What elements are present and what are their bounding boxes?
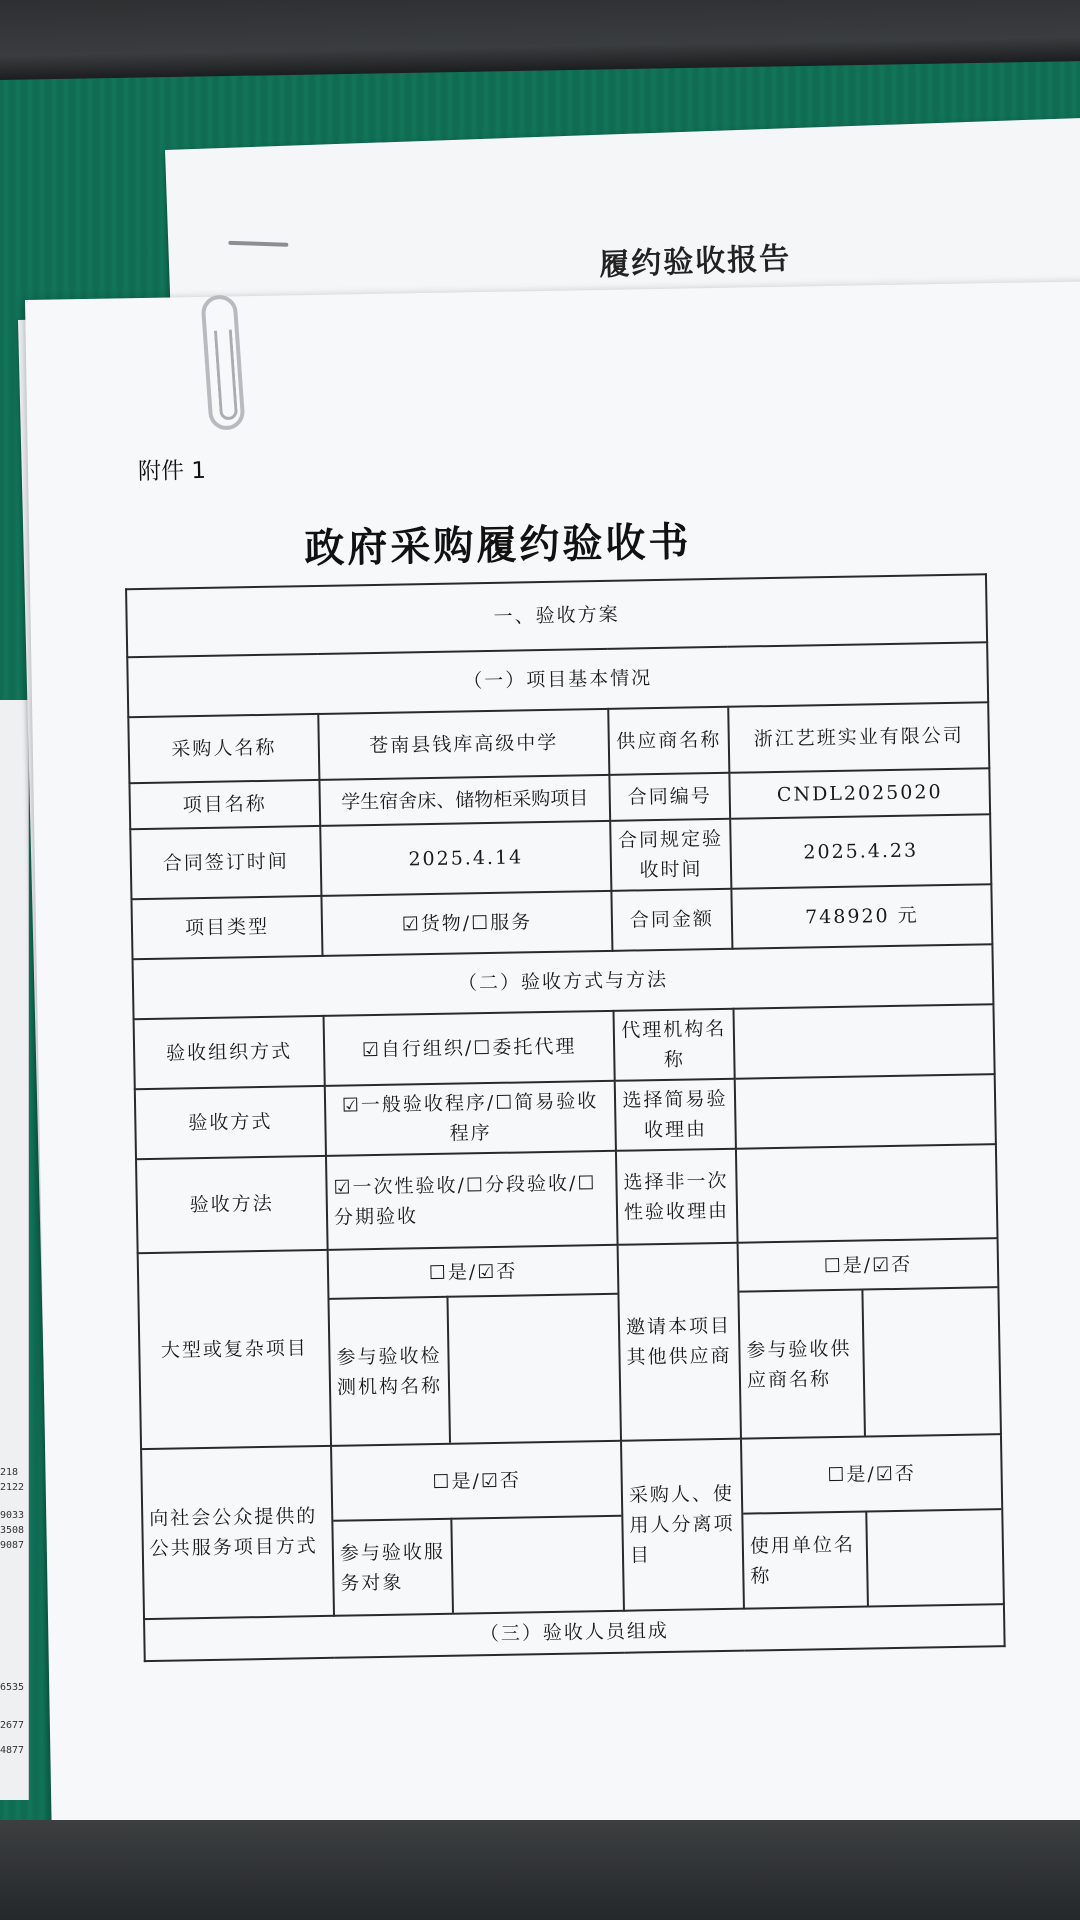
separated-project-choice: ☐是/☑否 <box>742 1435 1001 1513</box>
public-service-label: 向社会公众提供的公共服务项目方式 <box>141 1446 334 1619</box>
service-object-value <box>451 1516 623 1613</box>
non-once-reason-label: 选择非一次性验收理由 <box>616 1149 738 1245</box>
user-unit-label: 使用单位名称 <box>743 1512 868 1608</box>
side-number: 2122 <box>0 1482 25 1493</box>
simple-reason-label: 选择简易验收理由 <box>615 1079 736 1151</box>
side-number: 2677 <box>0 1720 25 1731</box>
acceptance-deadline-label: 合同规定验收时间 <box>610 819 731 891</box>
invite-suppliers-subtable <box>739 1239 1000 1437</box>
acceptance-approach-label: 验收方法 <box>136 1156 328 1253</box>
large-project-block <box>328 1245 621 1446</box>
testing-org-label: 参与验收检测机构名称 <box>329 1297 450 1445</box>
acceptance-way-label: 验收方式 <box>135 1086 326 1159</box>
contract-number-label: 合同编号 <box>609 773 730 821</box>
side-number: 9033 <box>0 1510 25 1521</box>
contract-amount-value: 748920 元 <box>731 884 992 949</box>
organization-label: 验收组织方式 <box>134 1016 325 1089</box>
public-service-block <box>331 1441 624 1616</box>
separated-project-subtable <box>742 1435 1003 1607</box>
supplier-value: 浙江艺班实业有限公司 <box>728 702 989 773</box>
sign-date-value: 2025.4.14 <box>320 821 611 896</box>
user-unit-value <box>866 1509 1003 1605</box>
acceptance-document <box>25 281 1080 1850</box>
acceptance-approach-value: ☑一次性验收/☐分段验收/☐分期验收 <box>326 1151 618 1250</box>
sign-date-label: 合同签订时间 <box>130 826 321 899</box>
background-report-title: 履约验收报告 <box>598 241 792 283</box>
side-paper-stack <box>0 700 29 1800</box>
project-name-label: 项目名称 <box>129 780 320 829</box>
contract-amount-label: 合同金额 <box>611 889 732 951</box>
simple-reason-value <box>735 1074 996 1149</box>
large-project-subtable <box>329 1246 620 1445</box>
separated-project-label: 采购人、使用人分离项目 <box>621 1439 744 1611</box>
side-number: 218 <box>0 1467 19 1478</box>
section-heading: 一、验收方案 <box>126 574 987 657</box>
project-name-value: 学生宿舍床、储物柜采购项目 <box>319 775 610 826</box>
supplier-label: 供应商名称 <box>608 707 729 775</box>
purchaser-label: 采购人名称 <box>128 714 319 783</box>
non-once-reason-value <box>736 1144 998 1243</box>
organization-value: ☑自行组织/☐委托代理 <box>324 1011 615 1086</box>
large-project-label: 大型或复杂项目 <box>138 1250 331 1449</box>
document-title: 政府采购履约验收书 <box>303 519 692 573</box>
invite-supplier-name-label: 参与验收供应商名称 <box>739 1290 865 1438</box>
subsection-heading: （二）验收方式与方法 <box>133 944 994 1019</box>
staple <box>228 241 288 247</box>
acceptance-deadline-value: 2025.4.23 <box>730 814 991 889</box>
project-type-value: ☑货物/☐服务 <box>321 891 612 956</box>
purchaser-value: 苍南县钱库高级中学 <box>318 709 609 780</box>
agency-label: 代理机构名称 <box>613 1009 734 1081</box>
large-project-choice: ☐是/☑否 <box>329 1246 618 1299</box>
subsection-heading: （三）验收人员组成 <box>144 1604 1005 1661</box>
desk-edge <box>0 1820 1080 1920</box>
invite-suppliers-label: 邀请本项目其他供应商 <box>618 1243 741 1441</box>
invite-suppliers-block <box>738 1238 1001 1439</box>
agency-value <box>733 1004 994 1079</box>
acceptance-way-value: ☑一般验收程序/☐简易验收程序 <box>325 1081 616 1156</box>
contract-number-value: CNDL2025020 <box>729 768 990 819</box>
public-service-subtable <box>332 1442 623 1615</box>
side-number: 3508 <box>0 1525 25 1536</box>
invite-suppliers-choice: ☐是/☑否 <box>739 1239 998 1291</box>
subsection-heading: （一）项目基本情况 <box>127 642 988 717</box>
testing-org-value <box>447 1294 620 1443</box>
separated-project-block <box>741 1434 1004 1609</box>
invite-supplier-name-value <box>862 1287 1000 1435</box>
service-object-label: 参与验收服务对象 <box>333 1519 453 1615</box>
annex-label: 附件 1 <box>137 457 207 486</box>
project-type-label: 项目类型 <box>131 896 322 959</box>
side-number: 9087 <box>0 1540 25 1551</box>
side-number: 4877 <box>0 1745 25 1756</box>
side-number: 6535 <box>0 1682 25 1693</box>
public-service-choice: ☐是/☑否 <box>332 1442 621 1521</box>
acceptance-form-table <box>125 573 1006 1662</box>
